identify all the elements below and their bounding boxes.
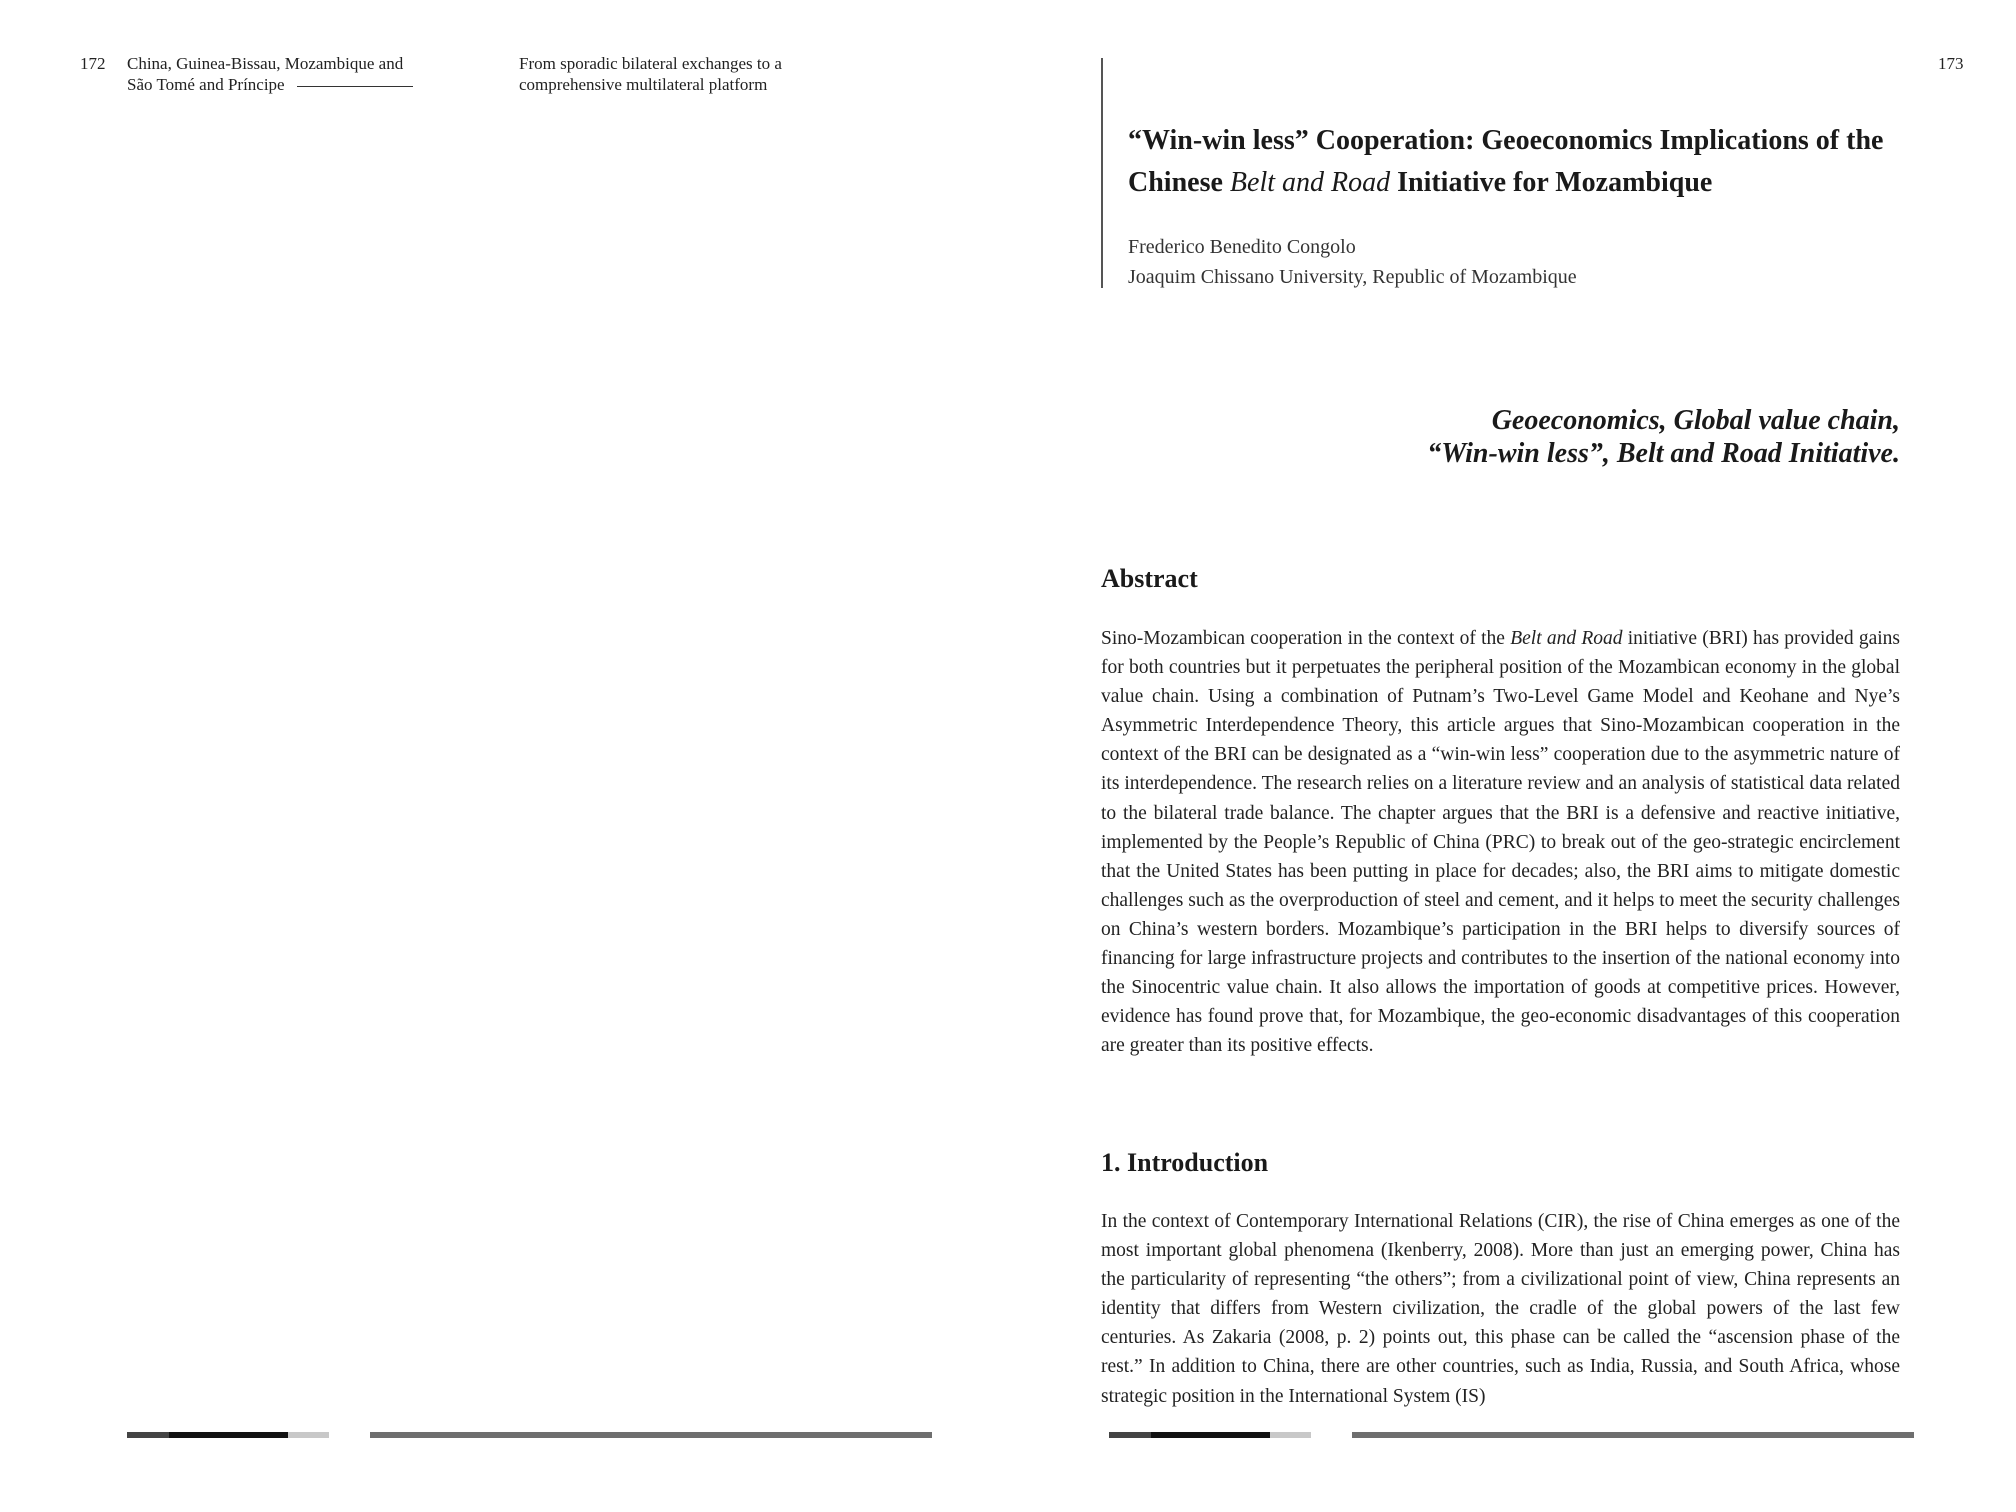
footer-bar-segment: [127, 1432, 169, 1438]
header-rule: [297, 86, 413, 87]
footer-bar-long: [370, 1432, 932, 1438]
footer-bar-segment: [288, 1432, 329, 1438]
abstract-text: [1101, 624, 1900, 1060]
author-affiliation: Joaquim Chissano University, Republic of Mozambique: [1128, 266, 1577, 288]
abstract-text-start: Sino-Mozambican cooperation in the context of the: [1101, 628, 1511, 649]
introduction-text: In the context of Contemporary International Relations (CIR), the rise of China emerges as one of the most important global phenomena (Ikenberry, 2008). More than just an emerging power, China has the particularity of representing “the others”; from a civilizational point of view, China represents an identity that differs from Western civilization, the cradle of the global powers of the last few centuries. As Zakaria (2008, p. 2) points out, this phase can be called the “ascension phase of the rest.” In addition to China, there are other countries, such as India, Russia, and South Africa, whose strategic position in the International System (IS): [1101, 1211, 1900, 1407]
abstract-text-italic: Belt and Road: [1510, 628, 1623, 649]
chapter-title-text-end: Initiative for Mozambique: [1390, 167, 1713, 198]
footer-bar-segment: [1270, 1432, 1311, 1438]
book-title-line2: [127, 74, 413, 95]
section-title-line2: comprehensive multilateral platform: [519, 75, 768, 94]
left-page-number: 172: [80, 54, 106, 73]
keywords-line2: “Win-win less”, Belt and Road Initiative.: [1427, 438, 1900, 469]
author-block: [1128, 232, 1577, 292]
book-title-line2-text: São Tomé and Príncipe: [127, 75, 285, 94]
section-title-line1: From sporadic bilateral exchanges to a: [519, 54, 782, 73]
chapter-title-italic: Belt and Road: [1229, 167, 1391, 198]
chapter-title: [1128, 120, 1908, 204]
book-title-line1: China, Guinea-Bissau, Mozambique and: [127, 54, 404, 73]
keywords-line1: Geoeconomics, Global value chain,: [1491, 405, 1900, 436]
introduction-heading: 1. Introduction: [1101, 1148, 1269, 1177]
running-header-section: [519, 53, 782, 95]
keywords: [1300, 404, 1900, 470]
author-name: Frederico Benedito Congolo: [1128, 236, 1356, 258]
footer-bar-segment: [1151, 1432, 1270, 1438]
abstract-heading: Abstract: [1101, 564, 1198, 593]
footer-bar-segment: [169, 1432, 288, 1438]
right-page-number: 173: [1938, 54, 1964, 73]
title-vertical-rule: [1101, 58, 1103, 288]
running-header-book-title: [127, 53, 413, 95]
abstract-text-rest: initiative (BRI) has provided gains for both countries but it perpetuates the peripheral position of the Mozambican economy in the global value chain. Using a combination of Putnam’s Two-Level Game Model and Keohane and Nye’s Asymmetric Interdependence Theory, this article argues that Sino-Mozambican cooperation in the context of the BRI can be designated as a “win-win less” cooperation due to the asymmetric nature of its interdependence. The research relies on a literature review and an analysis of statistical data related to the bilateral trade balance. The chapter argues that the BRI is a defensive and reactive initiative, implemented by the People’s Republic of China (PRC) to break out of the geo-strategic encirclement that the United States has been putting in place for decades; also, the BRI aims to mitigate domestic challenges such as the overproduction of steel and cement, and it helps to meet the security challenges on China’s western borders. Mozambique’s participation in the BRI helps to diversify sources of financing for large infrastructure projects and contributes to the insertion of the national economy into the Sinocentric value chain. It also allows the importation of goods at competitive prices. However, evidence has found prove that, for Mozambique, the geo-economic disadvantages of this cooperation are greater than its positive effects.: [1101, 628, 1900, 1057]
footer-bar-segment: [1109, 1432, 1151, 1438]
footer-bar-long: [1352, 1432, 1914, 1438]
chapter-title-text: “Win-win less” Cooperation: Geoeconomics Implications of the Chinese: [1128, 125, 1884, 198]
